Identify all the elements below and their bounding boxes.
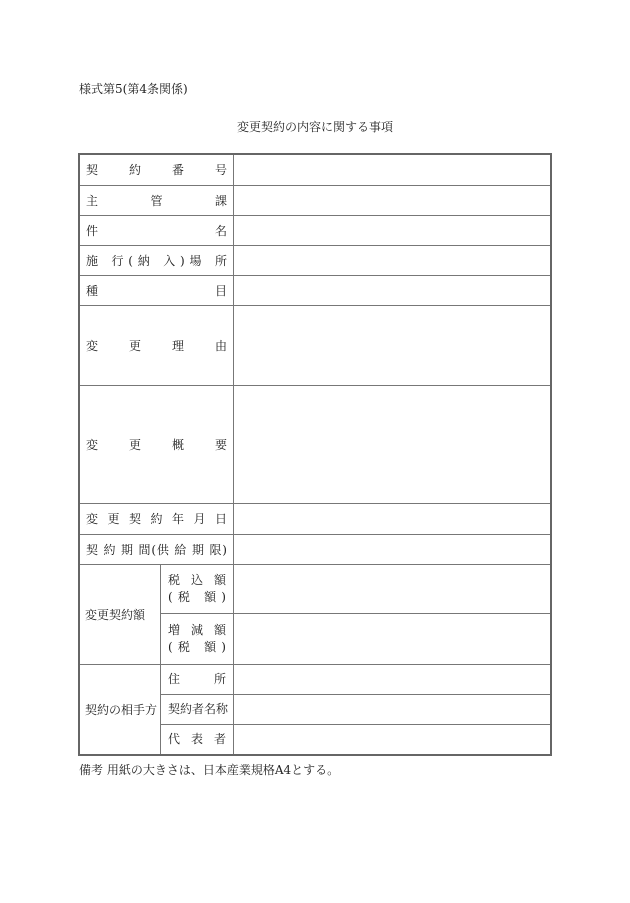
form-table: [78, 153, 552, 756]
label-changed-amount: 変更契約額: [80, 565, 161, 665]
field-subject[interactable]: [234, 216, 550, 246]
field-department[interactable]: [234, 186, 550, 216]
label-change-reason: 変 更 理 由: [80, 306, 234, 386]
label-contractor-name: 契約者名称: [161, 695, 234, 725]
label-counterparty: 契約の相手方: [80, 665, 161, 754]
label-change-date: 変 更 契 約 年 月 日: [80, 504, 234, 535]
page-title: 変更契約の内容に関する事項: [236, 120, 393, 134]
label-department: 主 管 課: [80, 186, 234, 216]
label-representative: 代 表 者: [161, 725, 234, 754]
label-change-summary: 変 更 概 要: [80, 386, 234, 504]
field-contract-period[interactable]: [234, 535, 550, 565]
field-change-date[interactable]: [234, 504, 550, 535]
field-increase-decrease[interactable]: [234, 614, 550, 665]
field-change-reason[interactable]: [234, 306, 550, 386]
field-representative[interactable]: [234, 725, 550, 754]
label-subject: 件 名: [80, 216, 234, 246]
label-contract-number: 契 約 番 号: [80, 155, 234, 186]
field-change-summary[interactable]: [234, 386, 550, 504]
field-location[interactable]: [234, 246, 550, 276]
label-contract-period: 契 約 期 間(供 給 期 限): [80, 535, 234, 565]
label-increase-decrease: 増 減 額 (税 額): [161, 614, 234, 665]
label-address: 住 所: [161, 665, 234, 695]
field-contractor-name[interactable]: [234, 695, 550, 725]
label-category: 種 目: [80, 276, 234, 306]
field-tax-included[interactable]: [234, 565, 550, 614]
field-address[interactable]: [234, 665, 550, 695]
label-tax-included: 税 込 額 (税 額): [161, 565, 234, 614]
field-category[interactable]: [234, 276, 550, 306]
footnote: 備考 用紙の大きさは、日本産業規格A4とする。: [79, 763, 340, 777]
form-number: 様式第5(第4条関係): [79, 82, 188, 96]
label-location: 施 行(納 入)場 所: [80, 246, 234, 276]
field-contract-number[interactable]: [234, 155, 550, 186]
